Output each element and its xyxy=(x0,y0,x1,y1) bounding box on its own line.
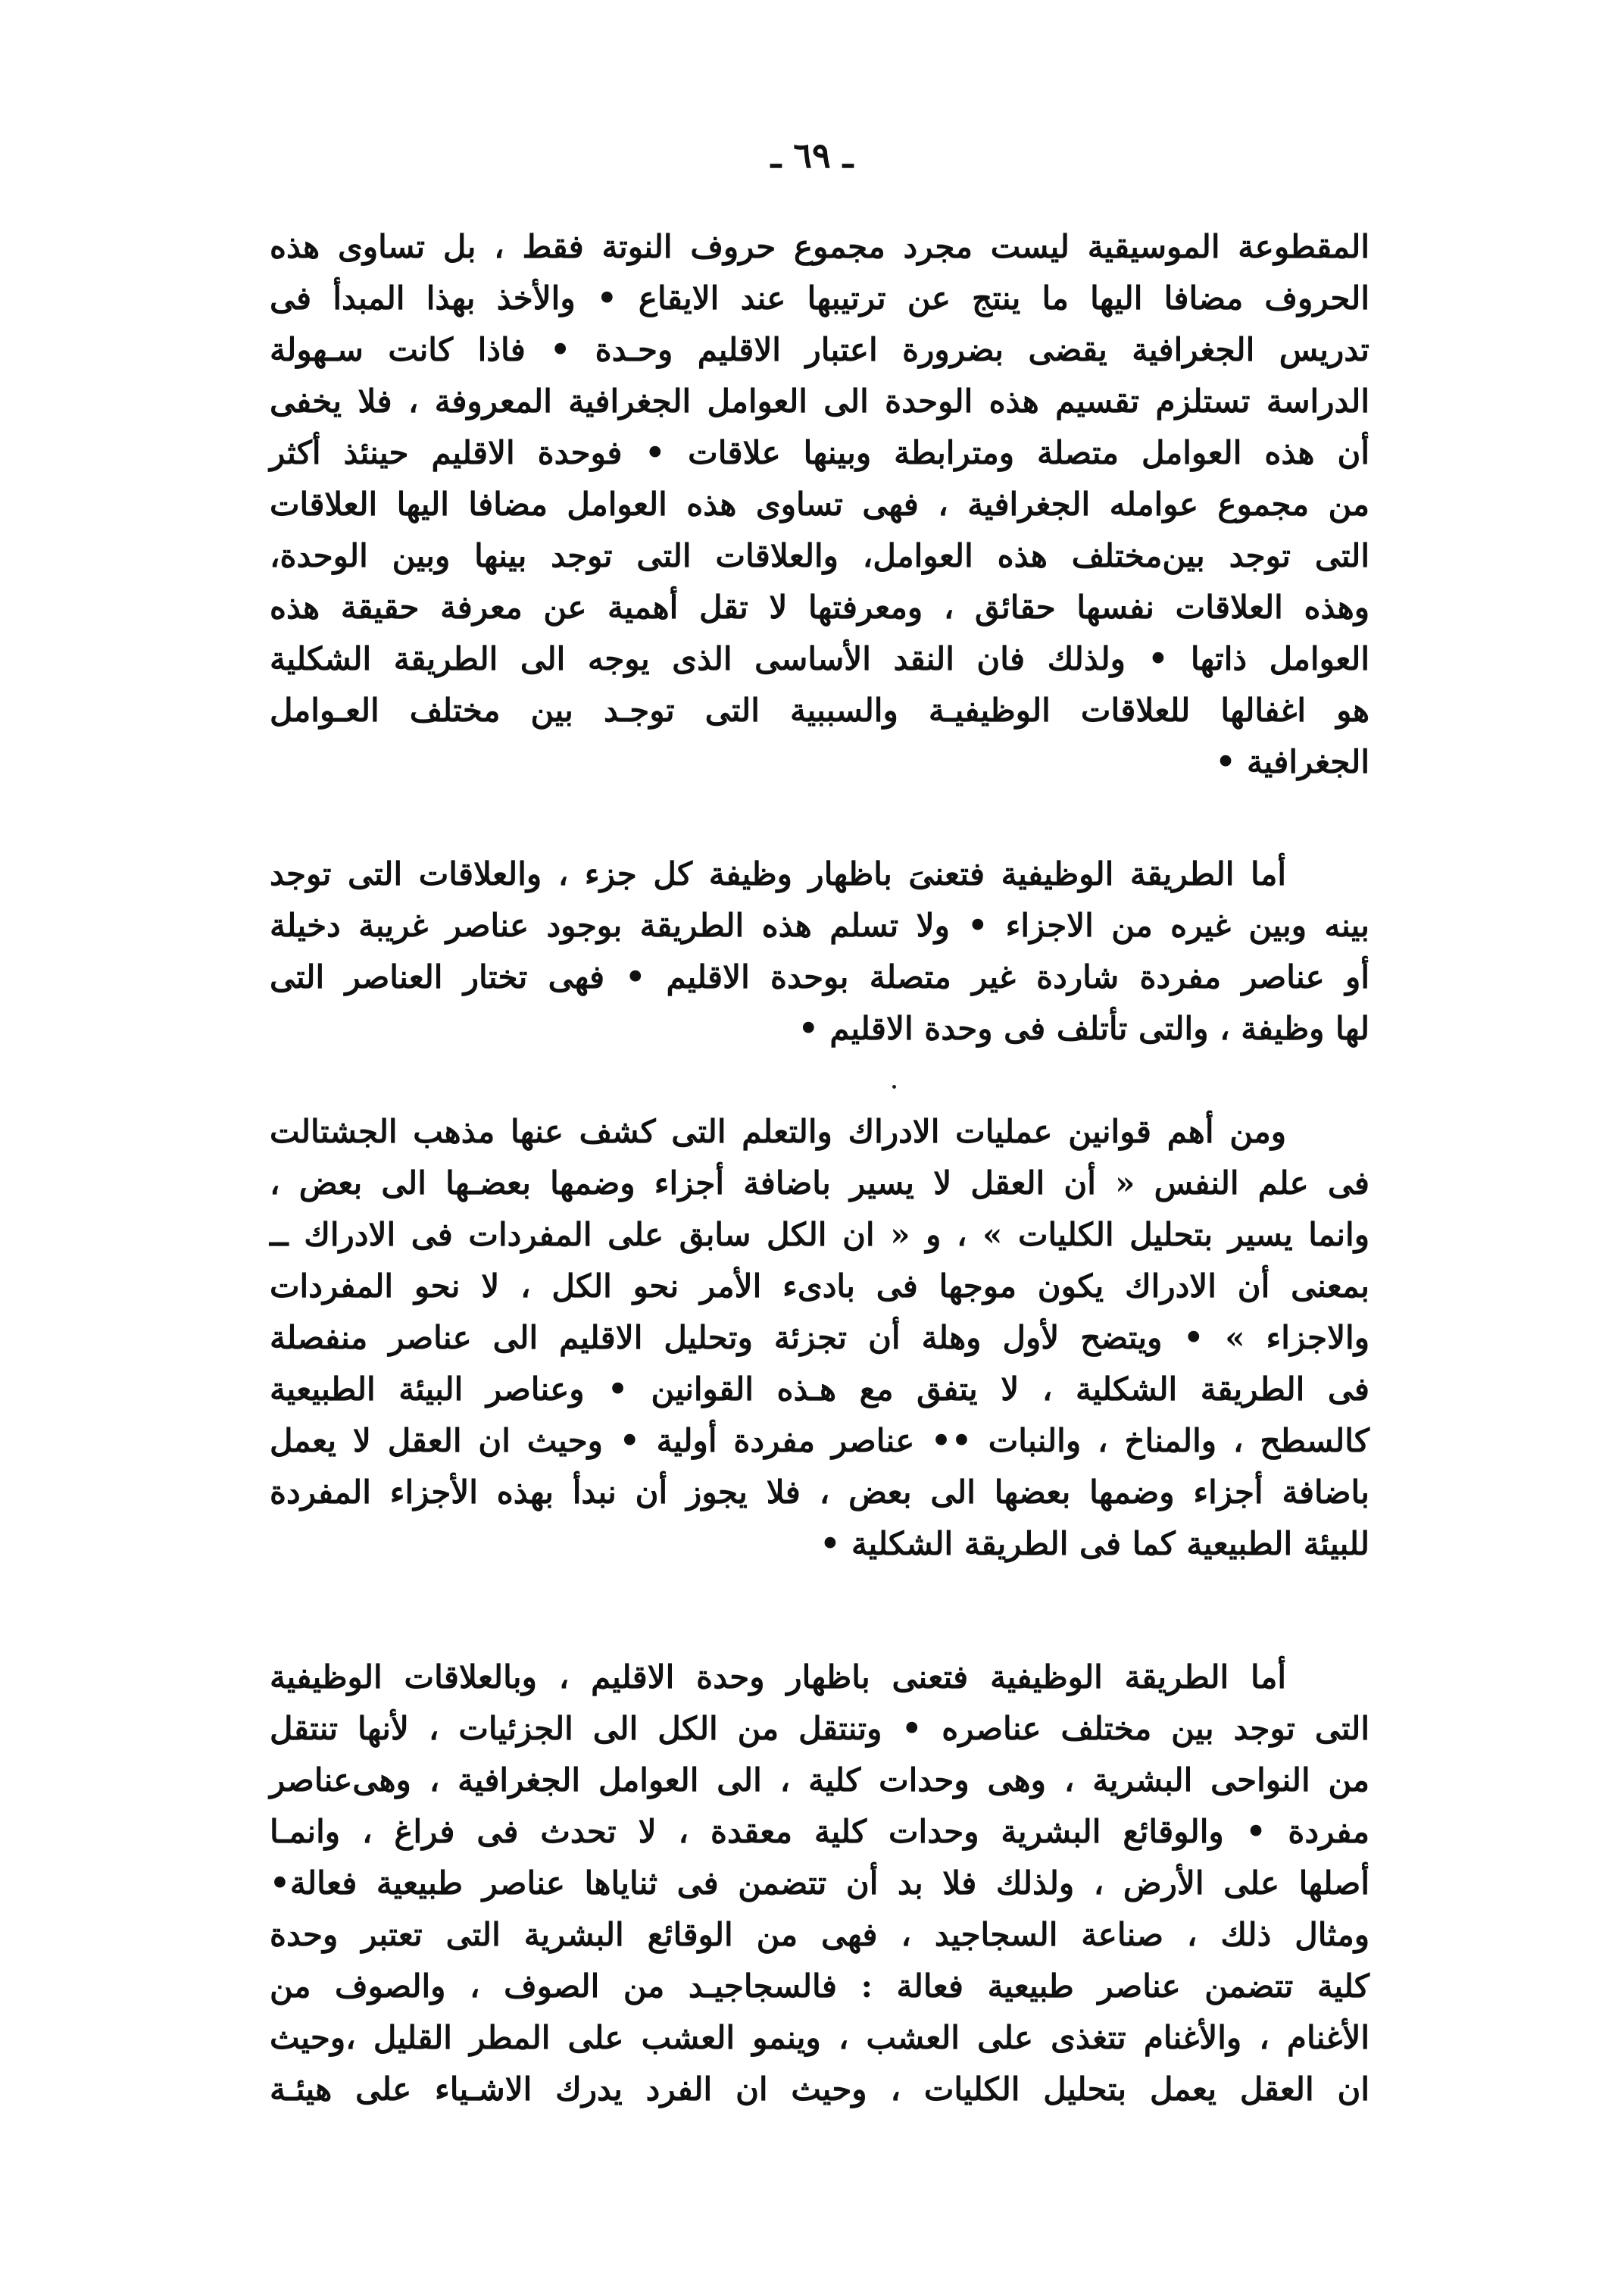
text-line: أصلها على الأرض ، ولذلك فلا بد أن تتضمن فى ثناياها عناصر طبيعية فعالة• xyxy=(270,1864,1369,1902)
text-line: من النواحى البشرية ، وهى وحدات كلية ، الى العوامل الجغرافية ، وهى‌عناصر xyxy=(270,1761,1369,1799)
text-line: الدراسة تستلزم تقسيم هذه الوحدة الى العوامل الجغرافية المعروفة ، فلا يخفى xyxy=(270,383,1369,420)
stray-ink-dot xyxy=(892,1085,896,1089)
text-line: باضافة أجزاء وضمها بعضها الى بعض ، فلا يجوز أن نبدأ بهذه الأجزاء المفردة xyxy=(270,1474,1369,1511)
text-line: أن هذه العوامل متصلة ومترابطة وبينها علاقات • فوحدة الاقليم حينئذ أكثر xyxy=(270,434,1369,471)
paragraph-3 xyxy=(270,1106,1369,1570)
text-line: من مجموع عوامله الجغرافية ، فهى تساوى هذه العوامل مضافا اليها العلاقات xyxy=(270,486,1369,523)
text-line: بمعنى أن الادراك يكون موجها فى بادىء الأمر نحو الكل ، لا نحو المفردات xyxy=(270,1267,1369,1305)
text-line: وهذه العلاقات نفسها حقائق ، ومعرفتها لا تقل أهمية عن معرفة حقيقة هذه xyxy=(270,589,1369,626)
text-line: المقطوعة الموسيقية ليست مجرد مجموع حروف النوتة فقط ، بل تساوى هذه xyxy=(270,228,1369,265)
text-line: الأغنام ، والأغنام تتغذى على العشب ، وينمو العشب على المطر القليل ،وحيث xyxy=(270,2019,1369,2056)
text-line: كالسطح ، والمناخ ، والنبات •• عناصر مفردة أولية • وحيث ان العقل لا يعمل xyxy=(270,1422,1369,1459)
page-number: ـ ٦٩ ـ xyxy=(770,135,854,176)
text-line: للبيئة الطبيعية كما فى الطريقة الشكلية • xyxy=(820,1525,1369,1562)
text-line: والاجزاء » • ويتضح لأول وهلة أن تجزئة وتحليل الاقليم الى عناصر منفصلة xyxy=(270,1319,1369,1356)
text-line: ان العقل يعمل بتحليل الكليات ، وحيث ان الفرد يدرك الاشـياء على هيئـة xyxy=(270,2071,1369,2108)
text-line: الجغرافية • xyxy=(1215,743,1369,780)
text-line: ومثال ذلك ، صناعة السجاجيد ، فهى من الوقائع البشرية التى تعتبر وحدة xyxy=(270,1916,1369,1953)
text-line: بينه وبين غيره من الاجزاء • ولا تسلم هذه الطريقة بوجود عناصر غريبة دخيلة xyxy=(270,907,1369,944)
text-line: الحروف مضافا اليها ما ينتج عن ترتيبها عند الايقاع • والأخذ بهذا المبدأ فى xyxy=(270,280,1369,317)
paragraph-4 xyxy=(270,1652,1369,2115)
text-line: ومن أهم قوانين عمليات الادراك والتعلم التى كشف عنها مذهب الجشتالت xyxy=(270,1113,1286,1150)
text-line: أو عناصر مفردة شاردة غير متصلة بوحدة الاقليم • فهى تختار العناصر التى xyxy=(270,958,1369,995)
text-line: فى الطريقة الشكلية ، لا يتفق مع هـذه القوانين • وعناصر البيئة الطبيعية xyxy=(270,1371,1369,1408)
text-line: التى توجد بين مختلف عناصره • وتنتقل من الكل الى الجزئيات ، لأنها تنتقل xyxy=(270,1710,1369,1747)
text-line: هو اغفالها للعلاقات الوظيفيـة والسببية التى توجـد بين مختلف العـوامل xyxy=(270,692,1369,729)
text-line: لها وظيفة ، والتى تأتلف فى وحدة الاقليم • xyxy=(798,1010,1369,1047)
text-line: تدريس الجغرافية يقضى بضرورة اعتبار الاقليم وحـدة • فاذا كانت سـهولة xyxy=(270,331,1369,368)
paragraph-2 xyxy=(270,849,1369,1055)
text-line: كلية تتضمن عناصر طبيعية فعالة : فالسجاجيـد من الصوف ، والصوف من xyxy=(270,1968,1369,2005)
text-line: أما الطريقة الوظيفية فتعنىَ باظهار وظيفة كل جزء ، والعلاقات التى توجد xyxy=(270,855,1286,892)
text-line: مفردة • والوقائع البشرية وحدات كلية معقدة ، لا تحدث فى فراغ ، وانمـا xyxy=(270,1813,1369,1850)
paragraph-1 xyxy=(270,221,1369,788)
text-line: التى توجد بين‌مختلف هذه العوامل، والعلاقات التى توجد بينها وبين الوحدة، xyxy=(270,537,1369,574)
text-line: العوامل ذاتها • ولذلك فان النقد الأساسى الذى يوجه الى الطريقة الشكلية xyxy=(270,640,1369,677)
text-line: فى علم النفس « أن العقل لا يسير باضافة أجزاء وضمها بعضـها الى بعض ، xyxy=(270,1164,1369,1202)
text-line: أما الطريقة الوظيفية فتعنى باظهار وحدة الاقليم ، وبالعلاقات الوظيفية xyxy=(270,1658,1286,1696)
text-line: وانما يسير بتحليل الكليات » ، و « ان الكل سابق على المفردات فى الادراك ــ xyxy=(270,1216,1369,1253)
